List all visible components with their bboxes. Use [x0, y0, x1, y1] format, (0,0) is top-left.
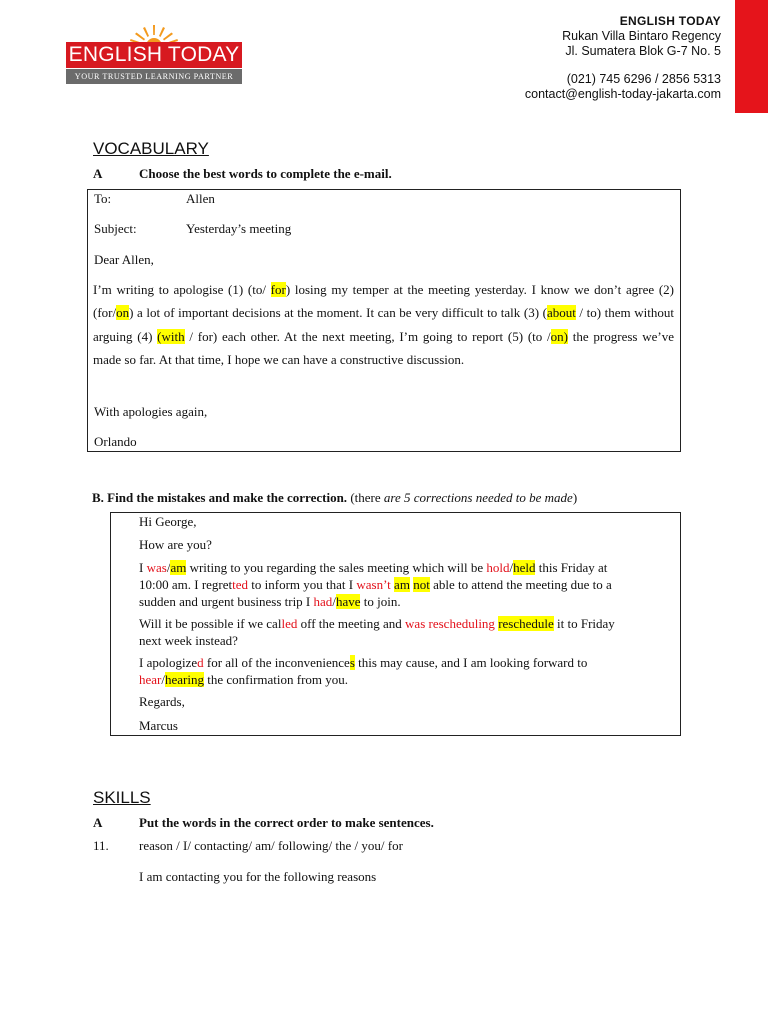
letter-line — [139, 694, 185, 710]
highlighted-answer: hearing — [165, 672, 204, 687]
highlighted-answer: (with — [157, 328, 185, 344]
letter-text: this may cause, and I am looking forward to — [354, 655, 588, 670]
to-value: Allen — [186, 191, 215, 206]
letter-text: / — [332, 594, 336, 609]
logo-wordmark: ENGLISH TODAY — [66, 42, 242, 68]
task-b-heading: B. Find the mistakes and make the correction. (there are 5 corrections needed to be made) — [92, 490, 578, 505]
org-name: ENGLISH TODAY — [619, 14, 721, 28]
letter-text: Hi George, — [139, 514, 197, 529]
highlighted-answer: about — [546, 305, 576, 321]
letter-line — [139, 594, 401, 610]
letter-text: the confirmation from you. — [203, 672, 349, 687]
marked-mistake: had — [313, 594, 333, 609]
highlighted-answer: am — [394, 577, 410, 592]
letter-text: / — [161, 672, 165, 687]
marked-mistake: ted — [232, 577, 249, 592]
to-label: To: — [94, 191, 112, 206]
skills-task-instruction: Put the words in the correct order to make sentences. — [139, 815, 434, 830]
letter-line — [139, 672, 348, 688]
highlighted-answer: have — [335, 594, 361, 609]
email-body-text: ) losing my temper at the meeting yesterday. I know we don’t agree (2) (for/ — [93, 282, 674, 321]
letter-text: 10:00 am. I regret — [139, 577, 233, 592]
marked-mistake: d — [197, 655, 204, 670]
letter-line — [139, 577, 612, 593]
subject-label: Subject: — [94, 221, 137, 236]
highlighted-answer: reschedule — [498, 616, 554, 631]
letter-line — [139, 655, 587, 671]
letter-text: How are you? — [139, 537, 212, 552]
email-closing: With apologies again, — [94, 404, 208, 419]
skills-heading: SKILLS — [93, 788, 151, 807]
phone-number: (021) 745 6296 / 2856 5313 — [566, 72, 721, 86]
letter-text: to join. — [360, 594, 401, 609]
letter-text: this Friday at — [535, 560, 608, 575]
letter-text: I — [139, 560, 147, 575]
highlighted-answer: s — [349, 655, 355, 670]
marked-mistake: led — [281, 616, 298, 631]
highlighted-answer: on — [116, 305, 130, 321]
email-body-text: ) a lot of important decisions at the moment. It can be very difficult to talk (3) ( — [129, 305, 547, 321]
item-words: reason / I/ contacting/ am/ following/ the / you/ for — [139, 838, 403, 853]
marked-mistake: was rescheduling — [405, 616, 495, 631]
marked-mistake: wasn’t — [356, 577, 391, 592]
contact-block — [525, 14, 721, 102]
item-number: 11. — [93, 838, 109, 853]
marked-mistake: hear — [139, 672, 162, 687]
email-body — [93, 278, 674, 371]
email-subject-row — [94, 221, 291, 237]
letter-text: Will it be possible if we cal — [139, 616, 282, 631]
email-body-text: / for) each other. At the next meeting, I’m going to report (5) (to / — [184, 328, 551, 344]
letter-line — [139, 633, 238, 649]
letter-text: Marcus — [139, 718, 178, 733]
task-b-instruction: B. Find the mistakes and make the correction. — [92, 490, 348, 505]
email-body-text: I’m writing to apologise (1) (to/ — [93, 282, 271, 297]
task-letter: A — [93, 166, 103, 181]
highlighted-answer: held — [513, 560, 536, 575]
email-greeting: Dear Allen, — [94, 252, 154, 267]
letter-text: next week instead? — [139, 633, 238, 648]
letter-text: writing to you regarding the sales meeting which will be — [186, 560, 487, 575]
email-to-row — [94, 191, 215, 207]
item-answer: I am contacting you for the following reasons — [139, 869, 377, 884]
letter-text: I apologize — [139, 655, 198, 670]
address-line-2: Jl. Sumatera Blok G-7 No. 5 — [565, 44, 721, 58]
highlighted-answer: for — [270, 282, 286, 297]
letter-text: it to Friday — [553, 616, 615, 631]
letter-box — [110, 512, 681, 736]
email-box — [87, 189, 681, 452]
corner-accent-bar — [735, 0, 768, 113]
email-body-text: / to) them without arguing (4) — [93, 305, 674, 344]
address-line-1: Rukan Villa Bintaro Regency — [562, 29, 721, 43]
letter-text: able to attend the meeting due to a — [429, 577, 612, 592]
contact-email: contact@english-today-jakarta.com — [524, 87, 721, 101]
english-today-logo — [66, 22, 242, 84]
logo-tagline: YOUR TRUSTED LEARNING PARTNER — [66, 69, 242, 84]
letter-text: for all of the inconvenience — [203, 655, 350, 670]
letter-line — [139, 560, 607, 576]
vocabulary-heading: VOCABULARY — [93, 139, 209, 158]
letter-text: to inform you that I — [248, 577, 357, 592]
highlighted-answer: on) — [550, 328, 569, 344]
letter-text: / — [509, 560, 514, 575]
email-body-text: the progress we’ve made so far. At that time, I hope we can have a constructive discussion. — [93, 328, 674, 367]
letter-line — [139, 616, 615, 632]
highlighted-answer: not — [413, 577, 430, 592]
marked-mistake: was — [146, 560, 167, 575]
task-instruction: Choose the best words to complete the e-mail. — [139, 166, 392, 181]
letter-line — [139, 537, 212, 553]
marked-mistake: hold — [486, 560, 510, 575]
letter-text: / — [166, 560, 171, 575]
subject-value: Yesterday’s meeting — [186, 221, 292, 236]
highlighted-answer: am — [170, 560, 187, 575]
email-signature: Orlando — [94, 434, 137, 449]
letter-text: sudden and urgent business trip I — [139, 594, 314, 609]
skills-task-letter: A — [93, 815, 103, 830]
letter-line — [139, 718, 178, 734]
letter-text: off the meeting and — [297, 616, 406, 631]
letter-line — [139, 514, 197, 530]
letter-text: Regards, — [139, 694, 185, 709]
task-b-note: are 5 corrections needed to be made — [383, 490, 573, 505]
